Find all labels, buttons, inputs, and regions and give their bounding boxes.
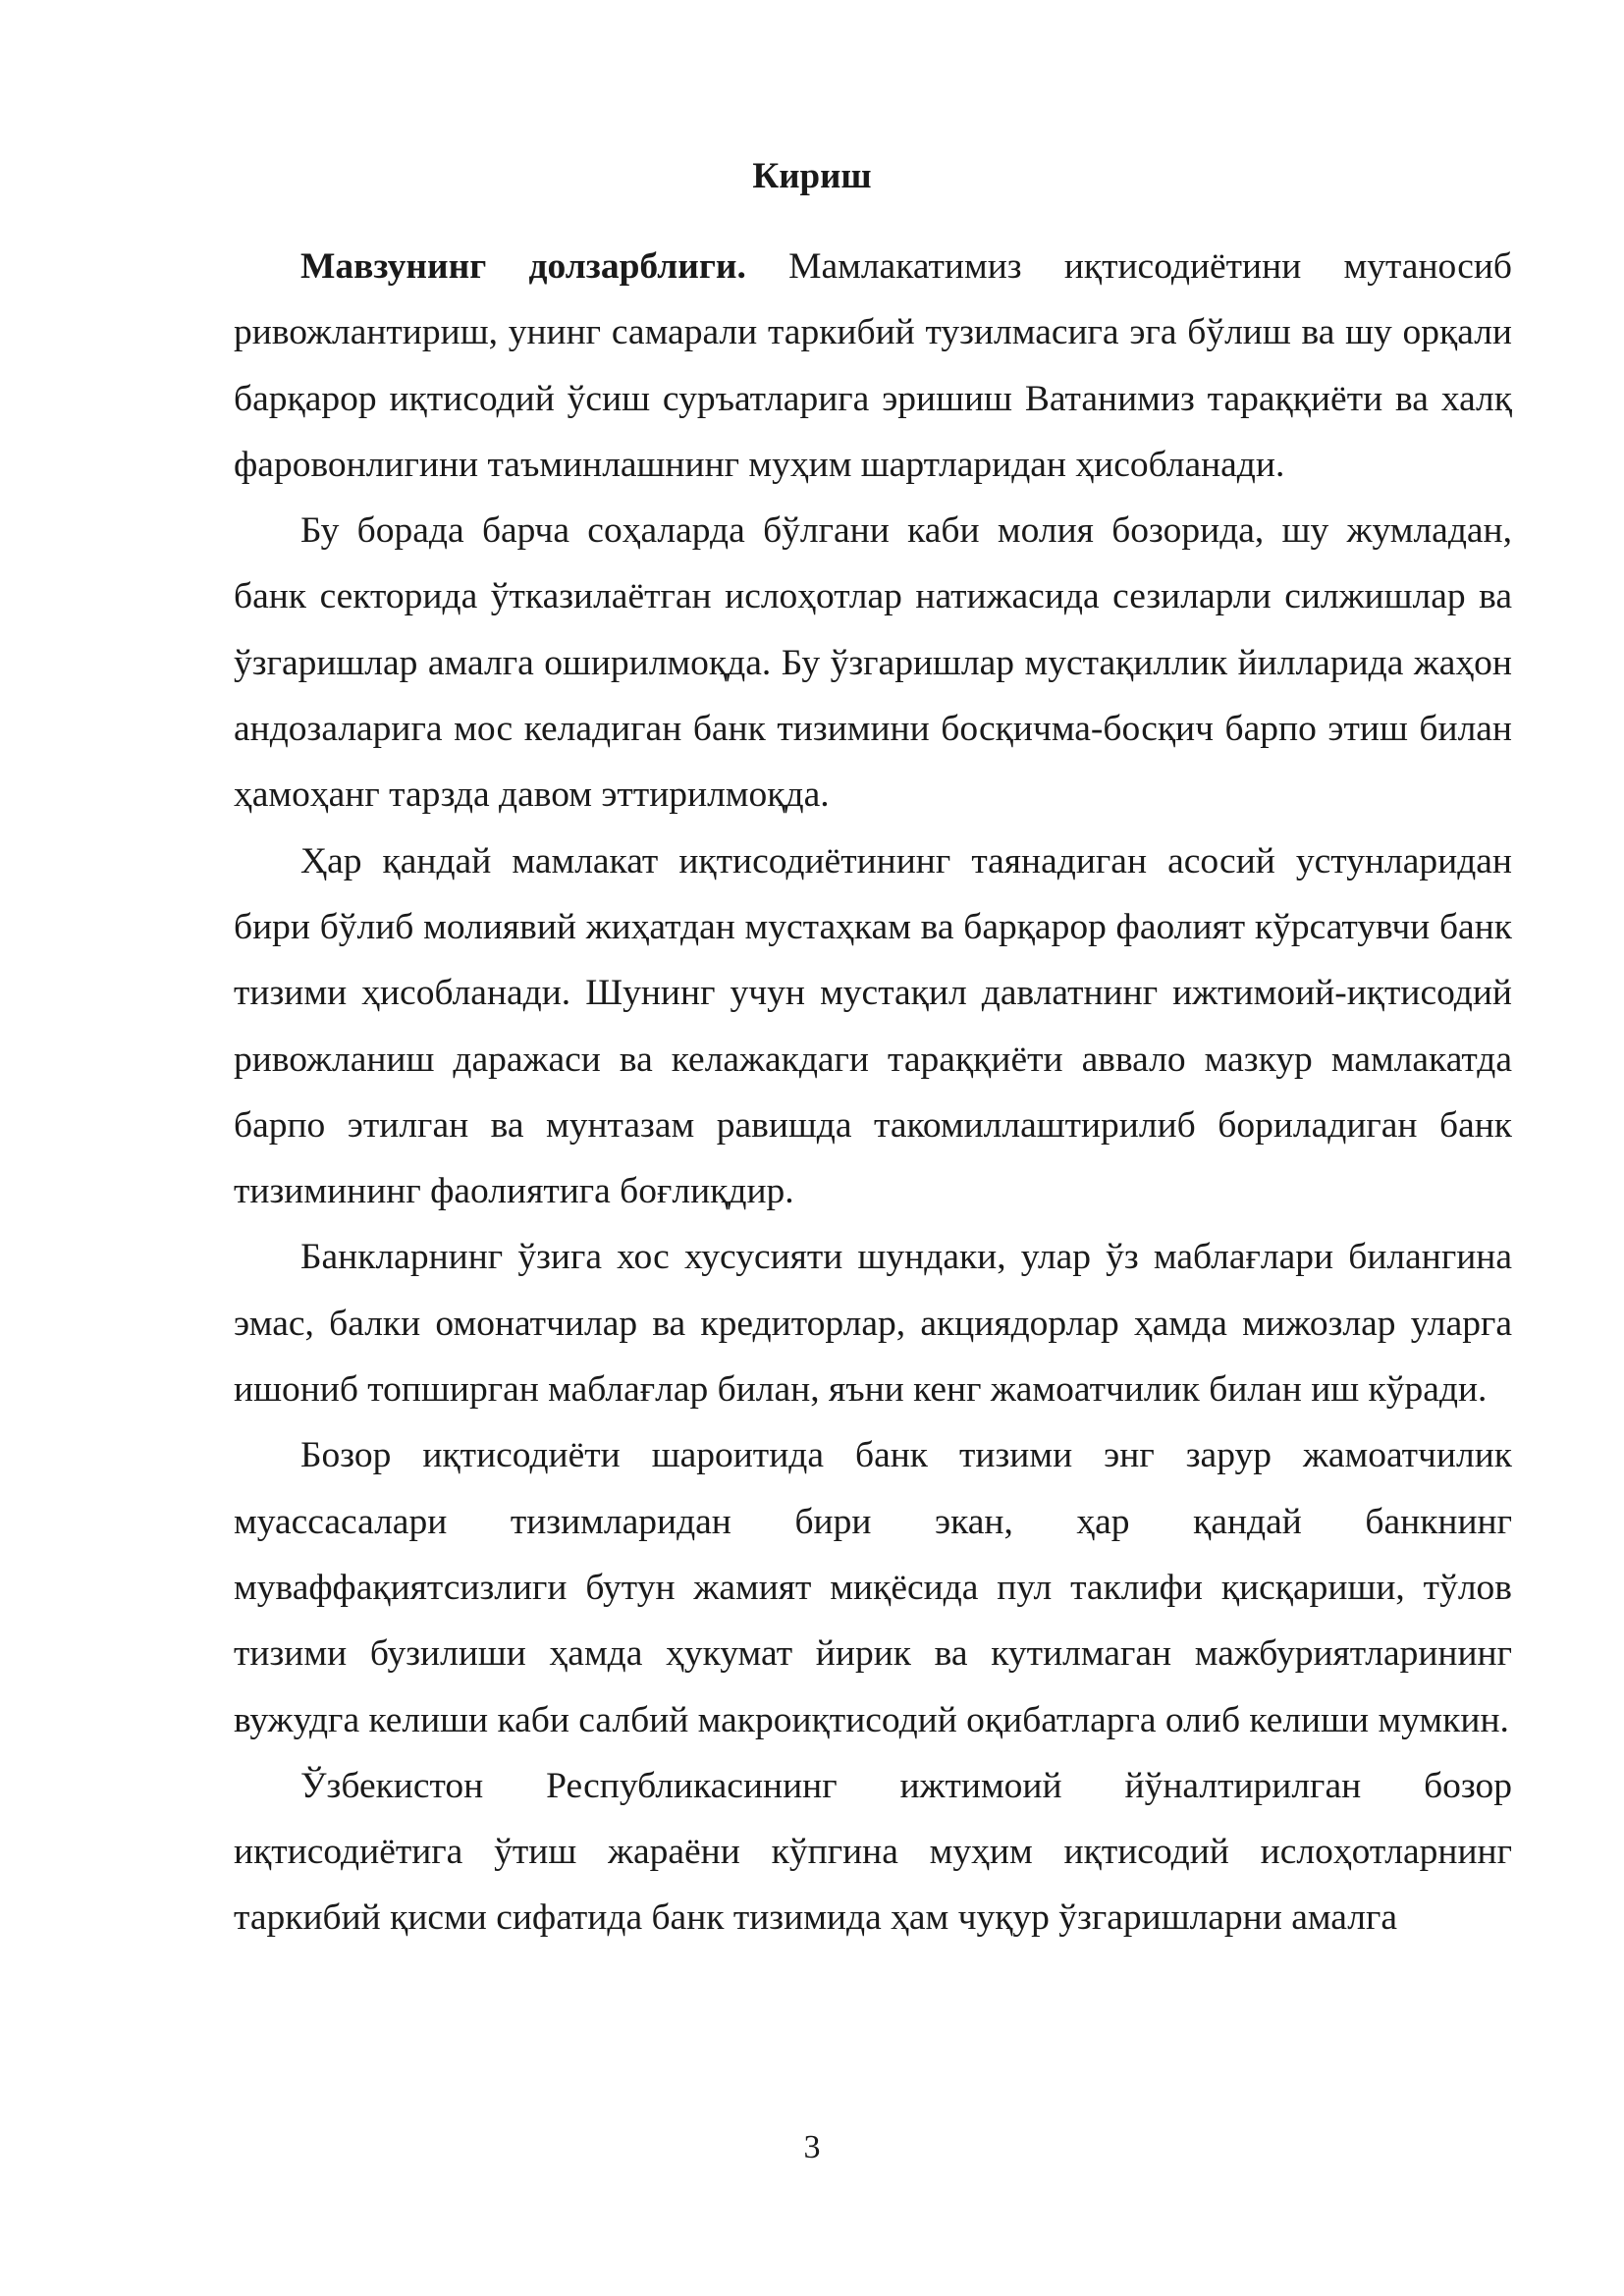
paragraph-text: Бозор иқтисодиёти шароитида банк тизими энг зарур жамоатчилик муассасалари тизимларидан бири экан, ҳар қандай банкнинг муваффақиятсизлиги бутун жамият миқёсида пул таклифи қисқариши, тўлов тизими бузилиши ҳамда ҳукумат йирик ва кутилмаган мажбуриятларининг вужудга келиши каби салбий макроиқтисодий оқибатларга олиб келиши мумкин. <box>234 1435 1512 1740</box>
paragraph-text: Мамлакатимиз иқтисодиётини мутаносиб ривожлантириш, унинг самарали таркибий тузилмасига эга бўлиш ва шу орқали барқарор иқтисодий ўсиш суръатларига эришиш Ватанимиз тараққиёти ва халқ фаровонлигини таъминлашнинг муҳим шартларидан ҳисобланади. <box>234 246 1512 485</box>
page-number: 3 <box>803 2129 821 2165</box>
paragraph-4 <box>234 1224 1512 1422</box>
paragraph-text: Ҳар қандай мамлакат иқтисодиётининг таянадиган асосий устунларидан бири бўлиб молиявий жиҳатдан мустаҳкам ва барқарор фаолият кўрсатувчи банк тизими ҳисобланади. Шунинг учун мустақил давлатнинг ижтимоий-иқтисодий ривожланиш даражаси ва келажакдаги тараққиёти аввало мазкур мамлакатда барпо этилган ва мунтазам равишда такомиллаштирилиб бориладиган банк тизимининг фаолиятига боғлиқдир. <box>234 840 1512 1212</box>
paragraph-3 <box>234 828 1512 1225</box>
paragraph-text: Бу борада барча соҳаларда бўлгани каби молия бозорида, шу жумладан, банк секторида ўтказилаётган ислоҳотлар натижасида сезиларли силжишлар ва ўзгаришлар амалга оширилмоқда. Бу ўзгаришлар мустақиллик йилларида жаҳон андозаларига мос келадиган банк тизимини босқичма-босқич барпо этиш билан ҳамоҳанг тарзда давом эттирилмоқда. <box>234 510 1512 816</box>
paragraph-5 <box>234 1422 1512 1752</box>
body-text <box>234 234 1512 1951</box>
paragraph-6 <box>234 1753 1512 1951</box>
section-heading: Кириш <box>752 156 872 196</box>
paragraph-2 <box>234 498 1512 828</box>
paragraph-lead: Мавзунинг долзарблиги. <box>300 246 746 287</box>
paragraph-text: Ўзбекистон Республикасининг ижтимоий йўналтирилган бозор иқтисодиётига ўтиш жараёни кўпгина муҳим иқтисодий ислоҳотларнинг таркибий қисми сифатида банк тизимида ҳам чуқур ўзгаришларни амалга <box>234 1765 1512 1939</box>
paragraph-1 <box>234 234 1512 498</box>
paragraph-text: Банкларнинг ўзига хос хусусияти шундаки, улар ўз маблағлари билангина эмас, балки омонатчилар ва кредиторлар, акциядорлар ҳамда мижозлар уларга ишониб топширган маблағлар билан, яъни кенг жамоатчилик билан иш кўради. <box>234 1237 1512 1411</box>
